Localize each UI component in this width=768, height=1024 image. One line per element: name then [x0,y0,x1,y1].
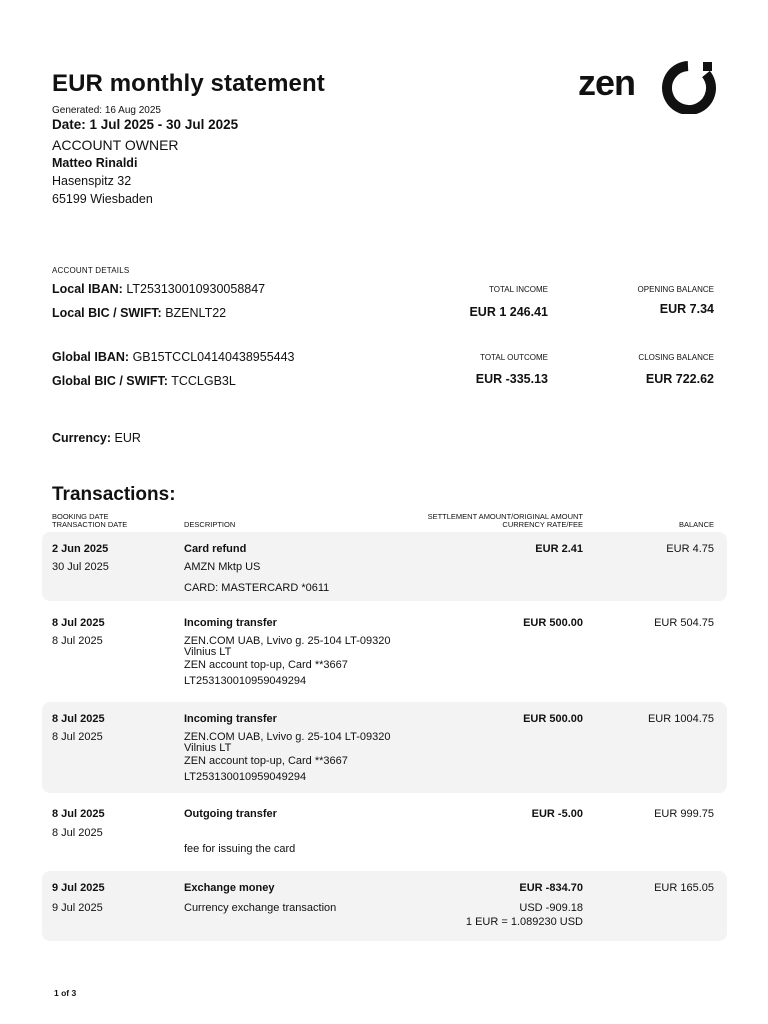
transaction-description: Vilnius LT [184,742,232,754]
transaction-description: ZEN account top-up, Card **3667 [184,659,348,671]
row-balance: EUR 1004.75 [647,713,714,725]
global-iban-label: Global IBAN: [52,350,130,364]
original-amount: USD -909.18 [519,902,583,914]
transaction-type: Incoming transfer [184,617,277,629]
zen-logo-icon [658,58,718,114]
row-balance: EUR 165.05 [654,882,714,894]
local-bic-row [52,306,226,320]
transactions-title: Transactions: [52,484,176,505]
transaction-date: 9 Jul 2025 [52,902,103,914]
account-owner-name: Matteo Rinaldi [52,156,138,170]
statement-date-range: Date: 1 Jul 2025 - 30 Jul 2025 [52,117,239,132]
statement-title: EUR monthly statement [52,70,325,97]
global-iban-row [52,350,295,364]
row-balance: EUR 4.75 [666,543,714,555]
header-booking-date: BOOKING DATE [52,512,109,521]
transaction-type: Outgoing transfer [184,808,277,820]
currency-row [52,431,141,445]
total-income-value: EUR 1 246.41 [469,305,548,319]
transaction-date: 8 Jul 2025 [52,827,103,839]
transaction-date: 30 Jul 2025 [52,561,109,573]
global-bic-label: Global BIC / SWIFT: [52,374,168,388]
transaction-description: Vilnius LT [184,646,232,658]
local-iban-row [52,282,265,296]
account-details-heading: ACCOUNT DETAILS [52,266,130,275]
transaction-date: 8 Jul 2025 [52,635,103,647]
global-iban-value: GB15TCCL04140438955443 [132,350,295,364]
local-iban-value: LT253130010930058847 [126,282,266,296]
booking-date: 2 Jun 2025 [52,543,109,555]
global-bic-row [52,374,236,388]
transaction-date: 8 Jul 2025 [52,731,103,743]
row-balance: EUR 999.75 [654,808,714,820]
local-bic-label: Local BIC / SWIFT: [52,306,162,320]
opening-balance-value: EUR 7.34 [659,302,714,316]
owner-address-street: Hasenspitz 32 [52,174,132,188]
owner-address-city: 65199 Wiesbaden [52,192,153,206]
settlement-amount: EUR 2.41 [535,543,583,555]
header-balance: BALANCE [678,520,714,529]
transaction-description: LT253130010959049294 [184,675,307,687]
header-settlement-amount: SETTLEMENT AMOUNT/ORIGINAL AMOUNT [427,512,583,521]
account-owner-label: ACCOUNT OWNER [52,137,179,153]
transaction-description: ZEN account top-up, Card **3667 [184,755,348,767]
currency-label: Currency: [52,431,112,445]
booking-date: 8 Jul 2025 [52,617,105,629]
header-description: DESCRIPTION [184,520,236,529]
transaction-description: ZEN.COM UAB, Lvivo g. 25-104 LT-09320 [184,635,391,647]
total-outcome-value: EUR -335.13 [475,372,548,386]
booking-date: 8 Jul 2025 [52,713,105,725]
total-income-label: TOTAL INCOME [489,285,548,294]
transaction-description: CARD: MASTERCARD *0611 [184,582,330,594]
booking-date: 9 Jul 2025 [52,882,105,894]
booking-date: 8 Jul 2025 [52,808,105,820]
generated-date: Generated: 16 Aug 2025 [52,105,161,116]
global-bic-value: TCCLGB3L [171,374,236,388]
opening-balance-label: OPENING BALANCE [637,285,714,294]
row-balance: EUR 504.75 [654,617,714,629]
zen-logo-text: zen [578,62,636,103]
transaction-type: Card refund [184,543,247,555]
exchange-rate: 1 EUR = 1.089230 USD [465,916,583,928]
transaction-description: AMZN Mktp US [184,561,261,573]
settlement-amount: EUR 500.00 [523,713,583,725]
currency-value: EUR [114,431,141,445]
transaction-type: Incoming transfer [184,713,277,725]
total-outcome-label: TOTAL OUTCOME [480,353,548,362]
transaction-description: ZEN.COM UAB, Lvivo g. 25-104 LT-09320 [184,731,391,743]
local-bic-value: BZENLT22 [165,306,227,320]
local-iban-label: Local IBAN: [52,282,123,296]
page-number: 1 of 3 [54,988,77,998]
header-transaction-date: TRANSACTION DATE [52,520,128,529]
transaction-description: Currency exchange transaction [184,902,337,914]
settlement-amount: EUR 500.00 [523,617,583,629]
transaction-type: Exchange money [184,882,275,894]
settlement-amount: EUR -834.70 [519,882,583,894]
header-currency-rate: CURRENCY RATE/FEE [502,520,583,529]
closing-balance-value: EUR 722.62 [645,372,714,386]
closing-balance-label: CLOSING BALANCE [638,353,714,362]
settlement-amount: EUR -5.00 [531,808,583,820]
transaction-description: fee for issuing the card [184,843,296,855]
transaction-description: LT253130010959049294 [184,771,307,783]
